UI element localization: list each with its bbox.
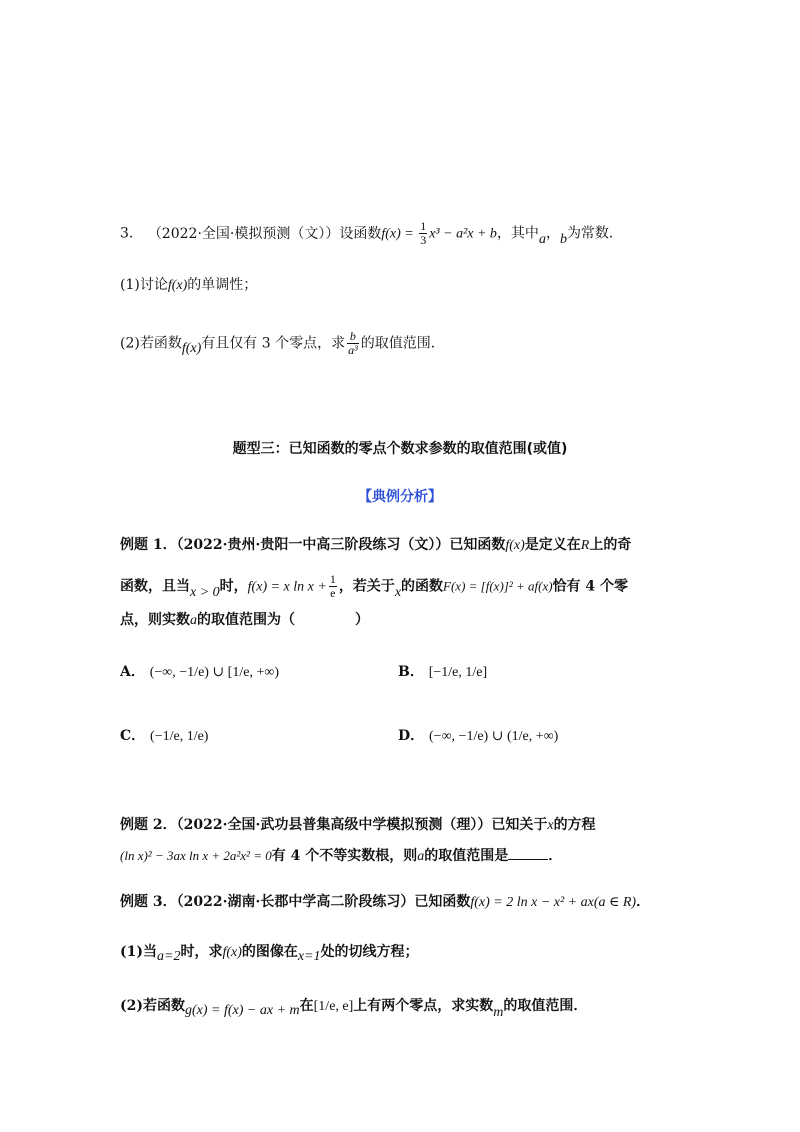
q3-part2-mid: 有且仅有 3 个零点，求 — [201, 335, 346, 352]
ex1-R: R — [580, 538, 590, 553]
ex2-a: a — [417, 849, 425, 864]
ex3-source: （2022·湖南·长郡中学高二阶段练习）已知函数 — [176, 894, 471, 910]
q3-part2-fx: f(x) — [181, 340, 202, 356]
q3-part1 — [120, 275, 257, 296]
ex1-option-d[interactable] — [398, 726, 558, 747]
ex1-def: f(x) = x ln x + — [247, 579, 327, 595]
ex3-p1b: 时，求 — [180, 944, 223, 960]
ex1-l2c: ，若关于 — [338, 578, 395, 595]
ex2-line2 — [120, 845, 562, 867]
q3-var-b: b — [559, 231, 567, 247]
ex3-p1c: 的图像在 — [241, 944, 298, 960]
option-a-label: A． — [120, 664, 145, 680]
ex2-t1: 的方程 — [553, 817, 596, 833]
ex1-label: 例题 1． — [120, 537, 177, 553]
ex3-p1x: x=1 — [297, 949, 321, 964]
q3-part2-num: b — [347, 330, 359, 344]
q3-source: （2022·全国·模拟预测（文））设函数 — [147, 225, 382, 242]
section-subtitle: 【典例分析】 — [358, 489, 442, 505]
ex3-part2 — [120, 996, 588, 1020]
q3-frac-num: 1 — [420, 219, 427, 233]
option-d-value: (−∞, −1/e) ∪ (1/e, +∞) — [429, 729, 559, 744]
ex2-line1 — [120, 815, 596, 836]
ex3-end: ． — [636, 894, 651, 910]
option-b-label: B． — [398, 664, 424, 680]
ex1-option-a[interactable] — [120, 662, 279, 683]
ex3-p1a: (1)当 — [120, 944, 157, 960]
q3-frac-den: 3 — [420, 233, 427, 247]
ex2-t3: 的取值范围是 — [424, 848, 509, 864]
q3-part2-fraction — [347, 330, 359, 357]
q3-part1-pre: (1)讨论 — [120, 277, 168, 293]
ex1-line2 — [120, 573, 628, 600]
answer-blank[interactable] — [508, 845, 548, 860]
q3-func: f(x) = — [381, 226, 418, 242]
ex1-cond: x > 0 — [190, 584, 220, 600]
option-b-value: [−1/e, 1/e] — [428, 665, 488, 680]
ex2-label: 例题 2． — [120, 817, 177, 833]
ex1-source: （2022·贵州·贵阳一中高三阶段练习（文））已知函数 — [176, 537, 506, 553]
section-title: 题型三：已知函数的零点个数求参数的取值范围(或值) — [232, 441, 568, 457]
ex1-l2b: 时， — [219, 578, 248, 595]
q3-fraction — [419, 220, 427, 247]
q3-poly: x³ − a²x + b — [429, 226, 497, 242]
ex1-l2d: 的函数 — [401, 578, 444, 595]
q3-part2-den: a³ — [348, 343, 358, 357]
ex3-p1fx: f(x) — [222, 945, 242, 960]
ex1-fx: f(x) — [505, 538, 525, 553]
ex3-line1 — [120, 892, 650, 913]
ex3-p2m: m — [493, 1005, 504, 1020]
ex1-l3b: 的取值范围为（ — [197, 612, 295, 628]
ex1-line3 — [120, 610, 369, 631]
ex3-p1d: 处的切线方程； — [320, 944, 419, 960]
ex3-p2c: 上有两个零点，求实数 — [353, 998, 494, 1014]
q3-sep: ， — [545, 225, 560, 242]
option-c-label: C． — [120, 728, 146, 744]
ex3-p2a: (2)若函数 — [120, 998, 185, 1014]
ex1-line1 — [120, 535, 631, 556]
q3-number: 3. — [120, 225, 134, 242]
ex1-F: F(x) = [f(x)]² + af(x) — [443, 578, 553, 594]
ex3-p1cond: a=2 — [157, 949, 181, 964]
q3-part2-pre: (2)若函数 — [120, 335, 182, 352]
ex1-l3a: 点，则实数 — [120, 612, 190, 628]
ex2-equation: (ln x)² − 3ax ln x + 2a²x² = 0 — [120, 848, 272, 863]
q3-var-a: a — [538, 231, 546, 247]
ex1-t2: 上的奇 — [589, 537, 632, 553]
ex1-def-num: 1 — [329, 572, 336, 586]
option-c-value: (−1/e, 1/e) — [150, 729, 209, 744]
ex1-l3c: ） — [355, 612, 369, 628]
ex1-a: a — [190, 613, 197, 628]
option-d-label: D． — [398, 728, 425, 744]
q3-tail2: 为常数． — [566, 225, 623, 242]
q3-part2 — [120, 330, 445, 357]
ex3-def: f(x) = 2 ln x − x² + ax(a ∈ R) — [470, 895, 637, 910]
ex3-p2d: 的取值范围． — [503, 998, 588, 1014]
ex1-l2a: 函数，且当 — [120, 578, 190, 595]
option-a-value: (−∞, −1/e) ∪ [1/e, +∞) — [149, 665, 279, 680]
q3-part2-post: 的取值范围． — [360, 335, 445, 352]
ex1-x: x — [394, 584, 402, 600]
ex1-def-den: e — [330, 586, 336, 600]
ex2-source: （2022·全国·武功县普集高级中学模拟预测（理））已知关于 — [176, 817, 548, 833]
ex3-p2b: 在 — [299, 998, 314, 1014]
ex3-p2g: g(x) = f(x) − ax + m — [185, 1003, 300, 1018]
q3-part1-fx: f(x) — [167, 278, 188, 293]
q3-tail: ，其中 — [496, 225, 539, 242]
ex2-x: x — [547, 818, 554, 833]
ex3-part1 — [120, 942, 419, 963]
ex1-option-b[interactable] — [398, 662, 487, 683]
ex1-option-c[interactable] — [120, 726, 208, 747]
ex1-l2e: 恰有 4 个零 — [552, 578, 629, 595]
ex3-p2int: [1/e, e] — [313, 999, 354, 1014]
ex3-label: 例题 3． — [120, 894, 177, 910]
q3-line — [120, 220, 623, 247]
ex2-t4: ． — [548, 848, 563, 864]
ex2-t2: 有 4 个不等实数根，则 — [271, 848, 418, 864]
ex1-def-fraction — [329, 573, 337, 600]
ex1-t1: 是定义在 — [524, 537, 581, 553]
q3-part1-post: 的单调性； — [187, 277, 258, 293]
